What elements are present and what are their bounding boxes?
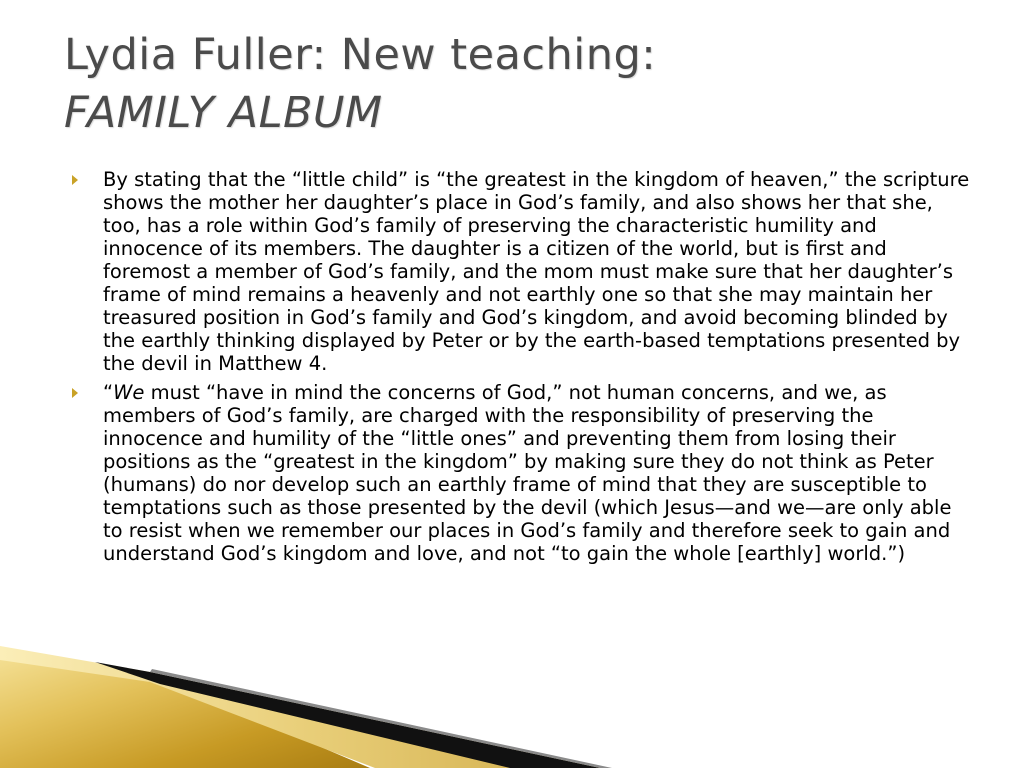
bullet-arrow-icon bbox=[72, 175, 78, 185]
bullet-arrow-icon bbox=[72, 388, 78, 398]
bullet-item-2 bbox=[72, 381, 972, 565]
bullet-item-1 bbox=[72, 168, 972, 375]
bullet-1-text: By stating that the “little child” is “the greatest in the kingdom of heaven,” the scripture shows the mother her daughter’s place in God’s family, and also shows her that she, too, has a role within God’s family of preserving the characteristic humility and innocence of its members. The daughter is a citizen of the world, but is first and foremost a member of God’s family, and the mom must make sure that her daughter’s frame of mind remains a heavenly and not earthly one so that she may maintain her treasured position in God’s family and God’s kingdom, and avoid becoming blinded by the earthly thinking displayed by Peter or by the earth-based temptations presented by the devil in Matthew 4. bbox=[103, 168, 970, 375]
slide-title bbox=[64, 26, 964, 142]
title-line-2: FAMILY ALBUM bbox=[64, 88, 383, 138]
bullet-list bbox=[72, 168, 972, 571]
bullet-2-text: must “have in mind the concerns of God,” not human concerns, and we, as members of God’s family, are charged with the responsibility of preserving the innocence and humility of the “little ones” and preventing them from losing their positions as the “greatest in the kingdom” by making sure they do not think as Peter (humans) do nor develop such an earthly frame of mind that they are susceptible to temptations such as those presented by the devil (which Jesus—and we—are only able to resist when we remember our places in God’s family and therefore seek to gain and understand God’s kingdom and love, and not “to gain the whole [earthly] world.”) bbox=[103, 381, 952, 565]
title-line-1: Lydia Fuller: New teaching: bbox=[64, 30, 657, 80]
bullet-2-lead-quote: “ bbox=[103, 381, 114, 404]
bullet-2-emphasis: We bbox=[113, 381, 145, 404]
